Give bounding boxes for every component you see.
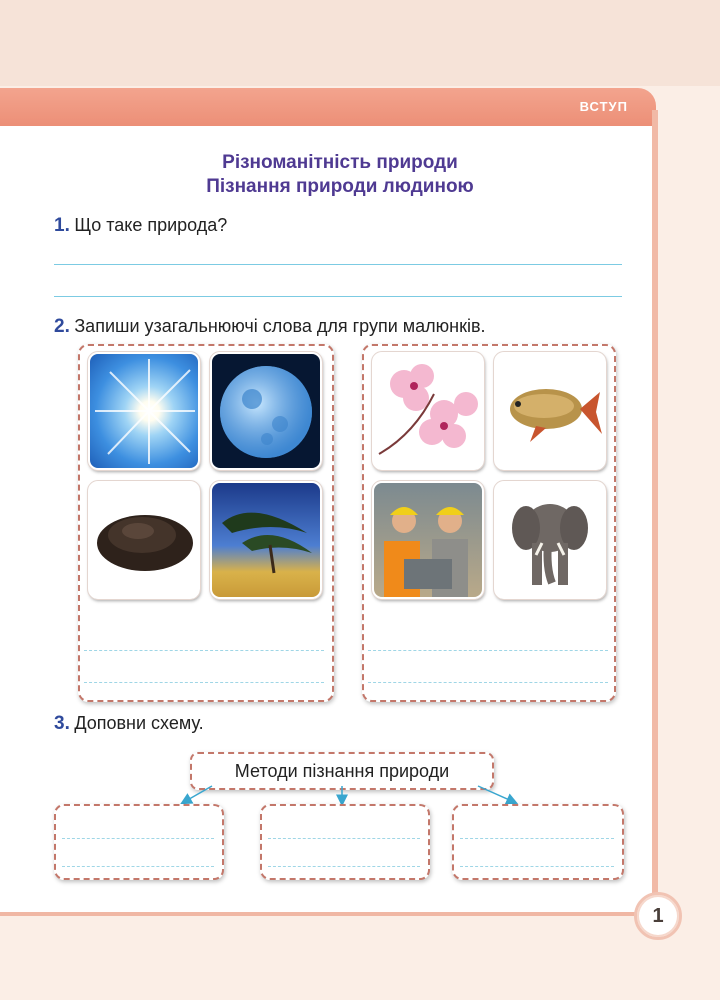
schema-box-2-line-2 [268,866,420,867]
question-3-number: 3. [54,713,70,734]
schema-box-2[interactable] [260,804,430,880]
group-1-answer-line-1[interactable] [84,650,324,651]
top-band [0,0,720,86]
question-1-text: Що таке природа? [74,215,228,235]
wind-tree-image [210,481,322,599]
question-3-text: Доповни схему. [74,713,204,733]
fish-image [494,352,606,470]
group-2-answer-line-2[interactable] [368,682,608,683]
question-2-text: Запиши узагальнюючі слова для групи малюнків. [74,316,486,336]
moon-image [210,352,322,470]
schema-box-3-line-2 [460,866,614,867]
schema-title: Методи пізнання природи [190,752,494,790]
answer-line-2[interactable] [54,296,622,297]
group-2-answer-line-1[interactable] [368,650,608,651]
schema-box-1[interactable] [54,804,224,880]
question-2-number: 2. [54,316,70,337]
group-1-answer-line-2[interactable] [84,682,324,683]
question-3 [54,713,204,735]
schema-box-1-line-2 [62,866,214,867]
question-1 [54,215,227,237]
schema-box-2-line-1 [268,838,420,839]
question-2 [54,316,486,338]
cherry-blossom-image [372,352,484,470]
elephant-image [494,481,606,599]
page-title-line1: Різноманітність природи [222,152,458,173]
section-label: ВСТУП [579,99,628,114]
schema-box-3[interactable] [452,804,624,880]
page-number: 1 [652,905,664,927]
schema-box-1-line-1 [62,838,214,839]
soil-image [88,481,200,599]
page-bottom-line [0,912,660,916]
page-title-line2: Пізнання природи людиною [206,176,474,197]
answer-line-1[interactable] [54,264,622,265]
question-1-number: 1. [54,215,70,236]
schema-box-3-line-1 [460,838,614,839]
sun-image [88,352,200,470]
workers-image [372,481,484,599]
section-header-bar [0,88,656,126]
